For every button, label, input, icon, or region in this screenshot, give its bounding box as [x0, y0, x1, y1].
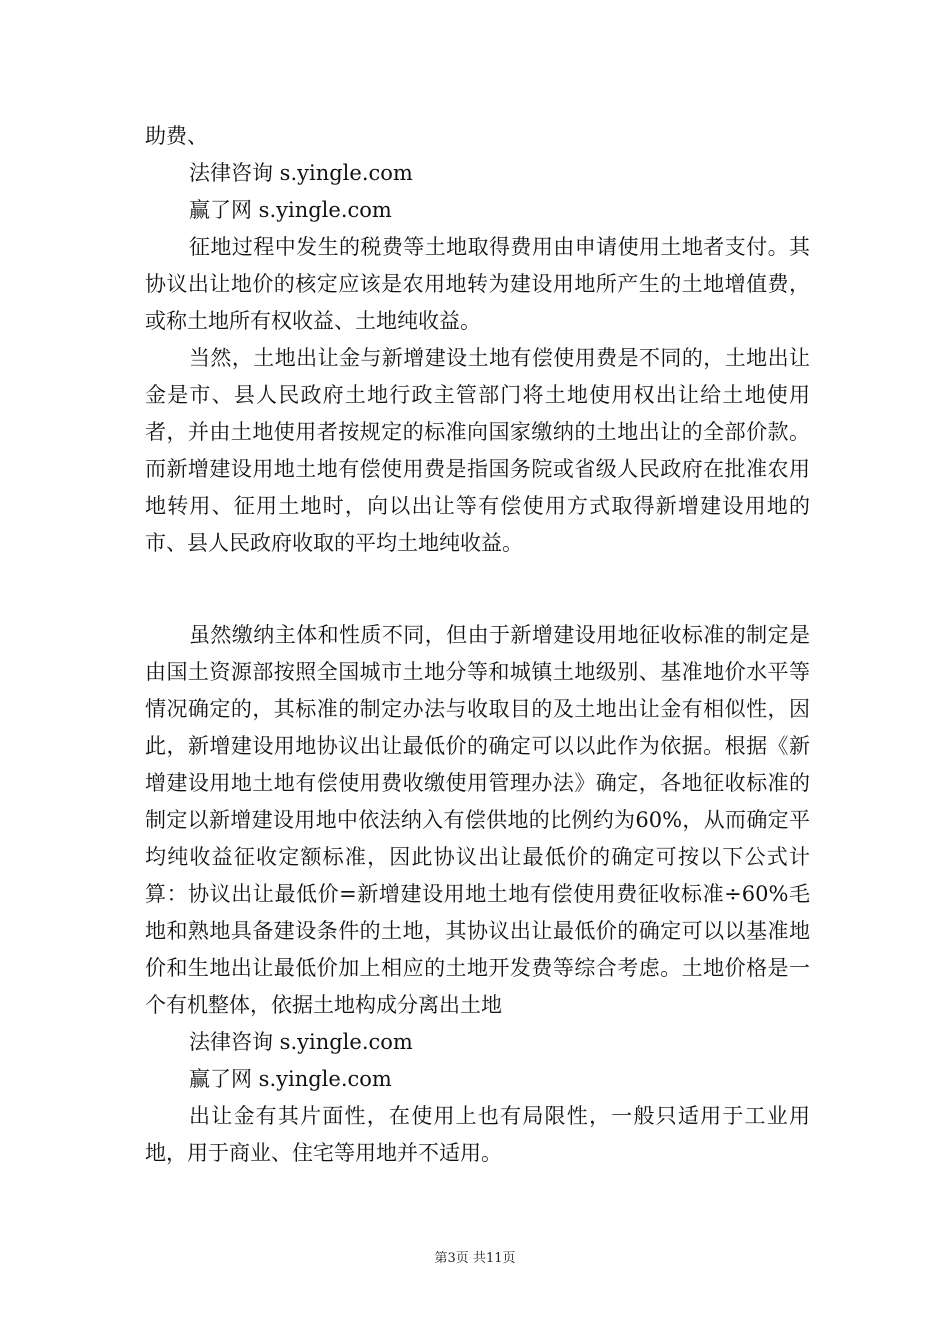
paragraph-fragment: 助费、	[145, 124, 208, 148]
footer-prefix: 第	[434, 1251, 448, 1266]
paragraph: 出让金有其片面性，在使用上也有局限性，一般只适用于工业用地，用于商业、住宅等用地并不适用。	[145, 1104, 810, 1165]
footer-total-pages: 11	[485, 1251, 503, 1266]
document-body	[145, 118, 810, 1172]
watermark-link-legal: 法律咨询 s.yingle.com	[189, 161, 413, 185]
paragraph: 虽然缴纳主体和性质不同，但由于新增建设用地征收标准的制定是由国土资源部按照全国城市土地分等和城镇土地级别、基准地价水平等情况确定的，其标准的制定办法与收取目的及土地出让金有相似性，因此，新增建设用地协议出让最低价的确定可以以此作为依据。根据《新增建设用地土地有偿使用费收缴使用管理办法》确定，各地征收标准的制定以新增建设用地中依法纳入有偿供地的比例约为60%，从而确定平均纯收益征收定额标准，因此协议出让最低价的确定可按以下公式计算：协议出让最低价=新增建设用地土地有偿使用费征收标准÷60%毛地和熟地具备建设条件的土地，其协议出让最低价的确定可以以基准地价和生地出让最低价加上相应的土地开发费等综合考虑。土地价格是一个有机整体，依据土地构成分离出土地	[145, 623, 810, 1017]
paragraph: 征地过程中发生的税费等土地取得费用由申请使用土地者支付。其协议出让地价的核定应该是农用地转为建设用地所产生的土地增值费，或称土地所有权收益、土地纯收益。	[145, 235, 810, 333]
paragraph: 当然，土地出让金与新增建设土地有偿使用费是不同的，土地出让金是市、县人民政府土地行政主管部门将土地使用权出让给土地使用者，并由土地使用者按规定的标准向国家缴纳的土地出让的全部价款。而新增建设用地土地有偿使用费是指国务院或省级人民政府在批准农用地转用、征用土地时，向以出让等有偿使用方式取得新增建设用地的市、县人民政府收取的平均土地纯收益。	[145, 346, 810, 555]
footer-suffix: 页	[502, 1251, 516, 1266]
paragraph-spacer	[145, 562, 810, 617]
page-footer	[0, 1251, 950, 1267]
watermark-link-yingle: 赢了网 s.yingle.com	[189, 1067, 392, 1091]
watermark-link-yingle: 赢了网 s.yingle.com	[189, 198, 392, 222]
watermark-link-legal: 法律咨询 s.yingle.com	[189, 1030, 413, 1054]
footer-page-number: 3	[447, 1251, 456, 1266]
footer-middle: 页 共	[455, 1251, 486, 1266]
